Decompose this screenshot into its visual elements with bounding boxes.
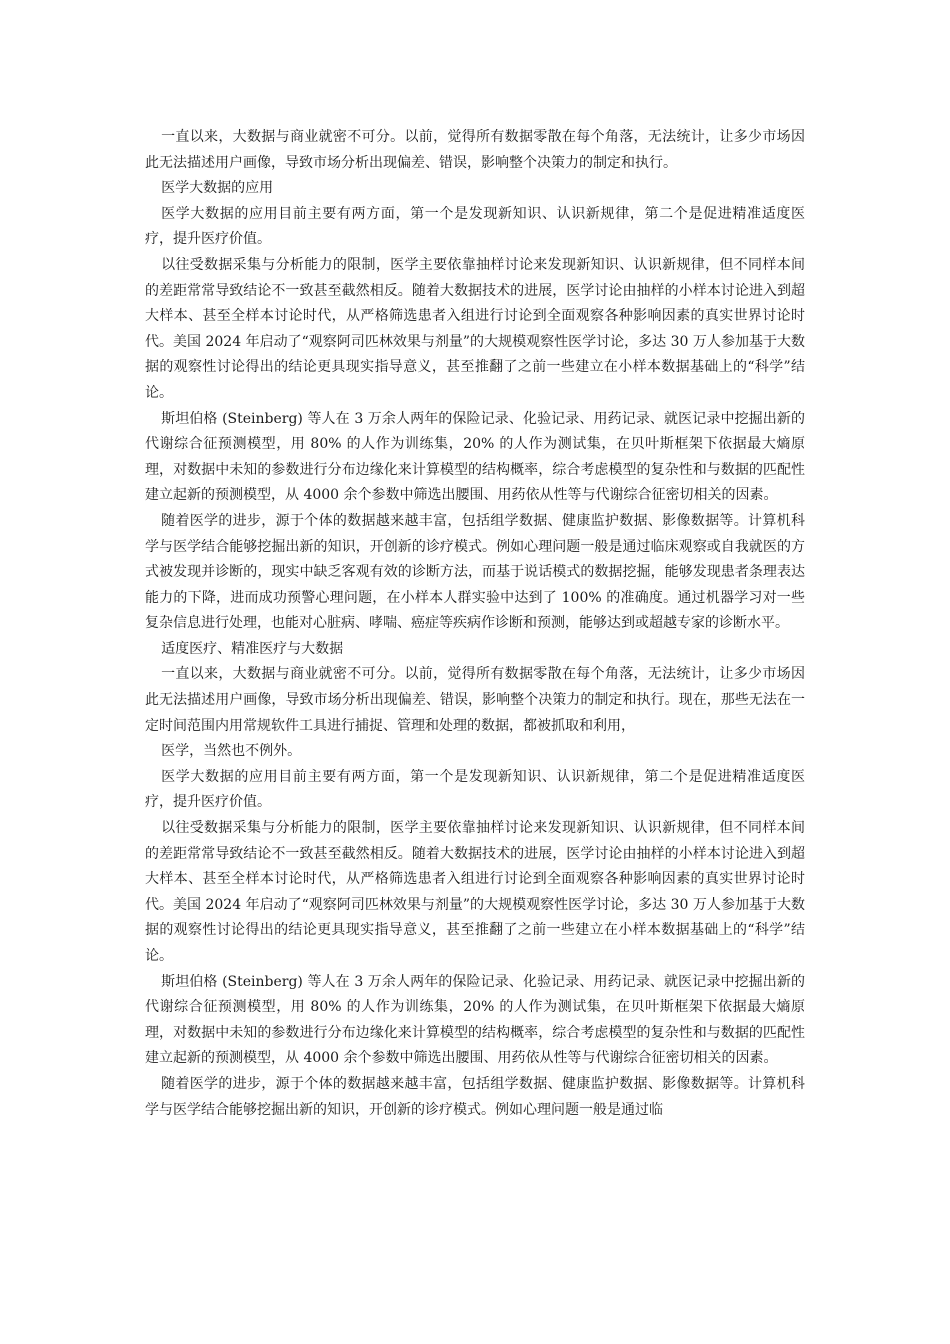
document-body	[145, 125, 805, 1123]
paragraph: 斯坦伯格 (Steinberg) 等人在 3 万余人两年的保险记录、化验记录、用药记录、就医记录中挖掘出新的代谢综合征预测模型，用 80% 的人作为训练集，20% 的人作为测试集，在贝叶斯框架下依据最大熵原理，对数据中未知的参数进行分布边缘化来计算模型的结构概率，综合考虑模型的复杂性和与数据的匹配性建立起新的预测模型，从 4000 余个参数中筛选出腰围、用药依从性等与代谢综合征密切相关的因素。	[145, 973, 805, 1067]
paragraph: 随着医学的进步，源于个体的数据越来越丰富，包括组学数据、健康监护数据、影像数据等。计算机科学与医学结合能够挖掘出新的知识，开创新的诊疗模式。例如心理问题一般是通过临	[145, 1075, 805, 1118]
paragraph: 医学，当然也不例外。	[161, 743, 302, 760]
section-heading: 医学大数据的应用	[161, 180, 274, 197]
paragraph: 一直以来，大数据与商业就密不可分。以前，觉得所有数据零散在每个角落，无法统计，让多少市场因此无法描述用户画像，导致市场分析出现偏差、错误，影响整个决策力的制定和执行。现在，那些无法在一定时间范围内用常规软件工具进行捕捉、管理和处理的数据，都被抓取和利用，	[145, 666, 805, 734]
paragraph: 医学大数据的应用目前主要有两方面，第一个是发现新知识、认识新规律，第二个是促进精准适度医疗，提升医疗价值。	[145, 768, 805, 811]
paragraph: 以往受数据采集与分析能力的限制，医学主要依靠抽样讨论来发现新知识、认识新规律，但不同样本间的差距常常导致结论不一致甚至截然相反。随着大数据技术的进展，医学讨论由抽样的小样本讨论进入到超大样本、甚至全样本讨论时代，从严格筛选患者入组进行讨论到全面观察各种影响因素的真实世界讨论时代。美国 2024 年启动了“观察阿司匹林效果与剂量”的大规模观察性医学讨论，多达 30 万人参加基于大数据的观察性讨论得出的结论更具现实指导意义，甚至推翻了之前一些建立在小样本数据基础上的“科学”结论。	[145, 256, 805, 401]
paragraph: 以往受数据采集与分析能力的限制，医学主要依靠抽样讨论来发现新知识、认识新规律，但不同样本间的差距常常导致结论不一致甚至截然相反。随着大数据技术的进展，医学讨论由抽样的小样本讨论进入到超大样本、甚至全样本讨论时代，从严格筛选患者入组进行讨论到全面观察各种影响因素的真实世界讨论时代。美国 2024 年启动了“观察阿司匹林效果与剂量”的大规模观察性医学讨论，多达 30 万人参加基于大数据的观察性讨论得出的结论更具现实指导意义，甚至推翻了之前一些建立在小样本数据基础上的“科学”结论。	[145, 820, 805, 964]
section-heading: 适度医疗、精准医疗与大数据	[161, 640, 344, 657]
paragraph: 医学大数据的应用目前主要有两方面，第一个是发现新知识、认识新规律，第二个是促进精准适度医疗，提升医疗价值。	[145, 205, 805, 248]
paragraph: 随着医学的进步，源于个体的数据越来越丰富，包括组学数据、健康监护数据、影像数据等。计算机科学与医学结合能够挖掘出新的知识，开创新的诊疗模式。例如心理问题一般是通过临床观察或自我就医的方式被发现并诊断的，现实中缺乏客观有效的诊断方法，而基于说话模式的数据挖掘，能够发现患者条理表达能力的下降，进而成功预警心理问题，在小样本人群实验中达到了 100% 的准确度。通过机器学习对一些复杂信息进行处理，也能对心脏病、哮喘、癌症等疾病作诊断和预测，能够达到或超越专家的诊断水平。	[145, 512, 805, 632]
paragraph: 一直以来，大数据与商业就密不可分。以前，觉得所有数据零散在每个角落，无法统计，让多少市场因此无法描述用户画像，导致市场分析出现偏差、错误，影响整个决策力的制定和执行。	[145, 129, 805, 171]
paragraph: 斯坦伯格 (Steinberg) 等人在 3 万余人两年的保险记录、化验记录、用药记录、就医记录中挖掘出新的代谢综合征预测模型，用 80% 的人作为训练集，20% 的人作为测试集，在贝叶斯框架下依据最大熵原理，对数据中未知的参数进行分布边缘化来计算模型的结构概率，综合考虑模型的复杂性和与数据的匹配性建立起新的预测模型，从 4000 余个参数中筛选出腰围、用药依从性等与代谢综合征密切相关的因素。	[145, 410, 805, 504]
